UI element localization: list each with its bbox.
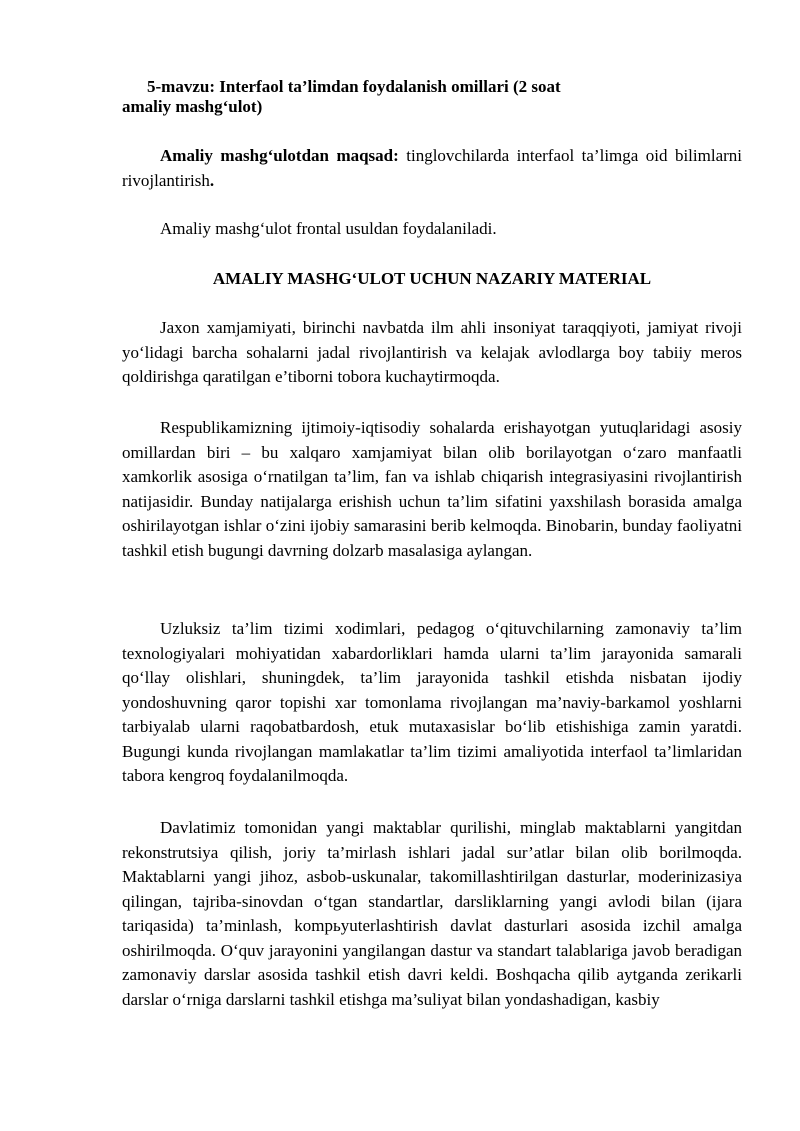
- topic-title: [122, 77, 682, 117]
- goal-end: .: [209, 170, 215, 190]
- goal-text: tinglovchilarda interfaol ta’limga oid bilimlarni rivojlantirish: [122, 146, 742, 190]
- topic-title-line-2: amaliy mashg‘ulot): [122, 97, 263, 116]
- frontal-paragraph: Amaliy mashg‘ulot frontal usuldan foydalaniladi.: [160, 219, 497, 238]
- body-paragraph-1: Jaxon xamjamiyati, birinchi navbatda ilm ahli insoniyat taraqqiyoti, jamiyat rivoji yo‘lidagi barcha sohalarni jadal rivojlantirish va kelajak avlodlarga boy tabiiy meros qoldirishga qaratilgan e’tiborni tobora kuchaytirmoqda.: [122, 318, 742, 386]
- section-heading: AMALIY MASHG‘ULOT UCHUN NAZARIY MATERIAL: [212, 269, 652, 288]
- topic-title-line-1: 5-mavzu: Interfaol ta’limdan foydalanish omillari (2 soat: [147, 77, 561, 96]
- goal-label: Amaliy mashg‘ulotdan maqsad:: [160, 146, 399, 165]
- body-paragraph-3: Uzluksiz ta’lim tizimi xodimlari, pedagog o‘qituvchilarning zamonaviy ta’lim texnologiyalari mohiyatidan xabardorliklari hamda ularni ta’lim jarayonida samarali qo‘llay olishlari, shuningdek, ta’lim jarayonida tashkil etishda nisbatan ijodiy yondoshuvning qaror topishi xar tomonlama rivojlangan ma’naviy-barkamol yoshlarni tarbiyalab ularni raqobatbardosh, etuk mutaxasislar bo‘lib etishishiga zamin yaratdi. Bugungi kunda rivojlangan mamlakatlar ta’lim tizimi amaliyotida interfaol ta’limlaridan tabora kengroq foydalanilmoqda.: [122, 619, 742, 785]
- body-paragraph-4: Davlatimiz tomonidan yangi maktablar qurilishi, minglab maktablarni yangitdan rekonstrutsiya qilish, joriy ta’mirlash ishlari jadal sur’atlar bilan olib borilmoqda. Maktablarni yangi jihoz, asbob-uskunalar, takomillashtirilgan dasturlar, moderinizasiya qilingan, tajriba-sinovdan o‘tgan standartlar, darsliklarning yangi avlodi bilan (ijara tariqasida) ta’minlash, kompьyuterlashtirish davlat dasturlari asosida izchil amalga oshirilmoqda. O‘quv jarayonini yangilangan dastur va standart talablariga javob beradigan zamonaviy darslar asosida tashkil etish davri keldi. Boshqacha qilib aytganda zerikarli darslar o‘rniga darslarni tashkil etishga ma’suliyat bilan yondashadigan, kasbiy: [122, 818, 742, 1009]
- body-paragraph-2: Respublikamizning ijtimoiy-iqtisodiy sohalarda erishayotgan yutuqlaridagi asosiy omillardan biri – bu xalqaro xamjamiyat bilan olib borilayotgan o‘zaro manfaatli xamkorlik asosiga o‘rnatilgan ta’lim, fan va ishlab chiqarish integrasiyasini rivojlantirish natijasidir. Bunday natijalarga erishish uchun ta’lim sifatini yaxshilash borasida amalga oshirilayotgan ishlar o‘zini ijobiy samarasini berib kelmoqda. Binobarin, bunday faoliyatni tashkil etish bugungi davrning dolzarb masalasiga aylangan.: [122, 418, 742, 560]
- goal-paragraph: [122, 144, 742, 193]
